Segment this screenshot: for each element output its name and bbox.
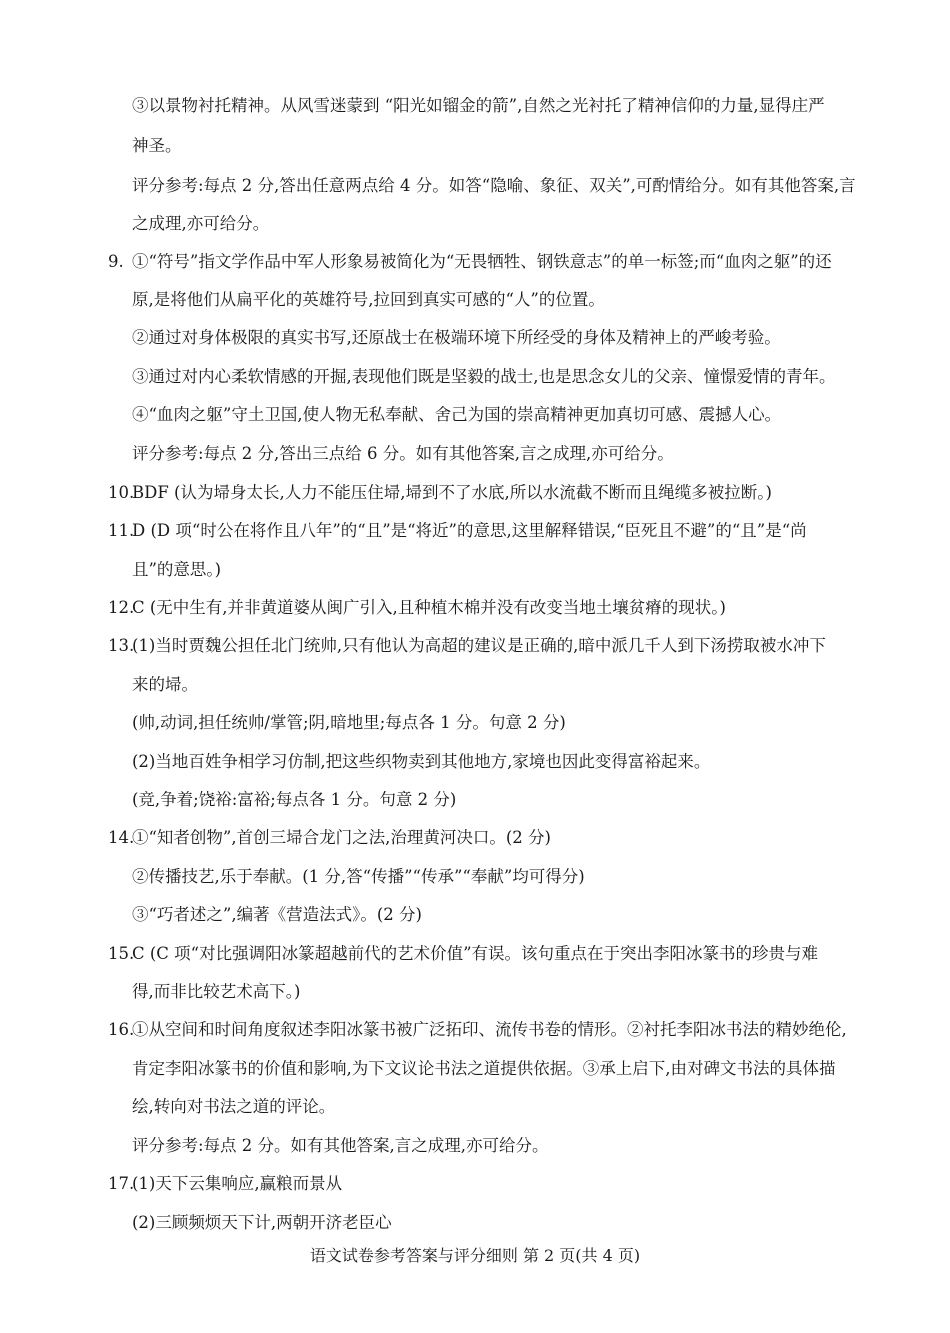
scoring-note: 评分参考:每点 2 分,答出三点给 6 分。如有其他答案,言之成理,亦可给分。 bbox=[132, 444, 674, 463]
answer-line: ②传播技艺,乐于奉献。(1 分,答“传播”“传承”“奉献”均可得分) bbox=[132, 867, 585, 886]
answer-line: (2)当地百姓争相学习仿制,把这些织物卖到其他地方,家境也因此变得富裕起来。 bbox=[132, 752, 711, 771]
answer-line: (1)天下云集响应,赢粮而景从 bbox=[132, 1174, 343, 1193]
question-number: 11. bbox=[108, 521, 135, 540]
question-number: 13. bbox=[108, 636, 135, 655]
question-number: 12. bbox=[108, 598, 135, 617]
question-number: 15. bbox=[108, 944, 135, 963]
answer-line: 绘,转向对书法之道的评论。 bbox=[132, 1097, 336, 1116]
answer-line: ③以景物衬托精神。从风雪迷蒙到 “阳光如镏金的箭”,自然之光衬托了精神信仰的力量,显得庄严 bbox=[132, 96, 825, 115]
question-number: 16. bbox=[108, 1020, 135, 1039]
answer-line: (帅,动词,担任统帅/掌管;阴,暗地里;每点各 1 分。句意 2 分) bbox=[132, 713, 566, 732]
answer-line: 来的埽。 bbox=[132, 675, 198, 694]
answer-line: C (C 项“对比强调阳冰篆超越前代的艺术价值”有误。该句重点在于突出李阳冰篆书的珍贵与难 bbox=[132, 944, 819, 963]
question-number: 14. bbox=[108, 828, 135, 847]
question-number: 10. bbox=[108, 483, 135, 502]
answer-line: (2)三顾频烦天下计,两朝开济老臣心 bbox=[132, 1213, 392, 1232]
answer-line: ③通过对内心柔软情感的开掘,表现他们既是坚毅的战士,也是思念女儿的父亲、憧憬爱情的青年。 bbox=[132, 367, 836, 386]
answer-line: 且”的意思。) bbox=[132, 560, 222, 579]
answer-line: 得,而非比较艺术高下。) bbox=[132, 982, 301, 1001]
answer-line: 原,是将他们从扁平化的英雄符号,拉回到真实可感的“人”的位置。 bbox=[132, 290, 605, 309]
page-footer: 语文试卷参考答案与评分细则 第 2 页(共 4 页) bbox=[309, 1246, 641, 1265]
scoring-note: 之成理,亦可给分。 bbox=[132, 214, 270, 233]
answer-line: BDF (认为埽身太长,人力不能压住埽,埽到不了水底,所以水流截不断而且绳缆多被拉断。) bbox=[132, 483, 772, 502]
answer-line: C (无中生有,并非黄道婆从闽广引入,且种植木棉并没有改变当地土壤贫瘠的现状。) bbox=[132, 598, 726, 617]
scoring-note: 评分参考:每点 2 分,答出任意两点给 4 分。如答“隐喻、象征、双关”,可酌情给分。如有其他答案,言 bbox=[132, 176, 856, 195]
question-number: 9. bbox=[108, 252, 124, 271]
answer-line: ④“血肉之躯”守土卫国,使人物无私奉献、舍己为国的崇高精神更加真切可感、震撼人心。 bbox=[132, 405, 782, 424]
question-number: 17. bbox=[108, 1174, 135, 1193]
answer-line: (1)当时贾魏公担任北门统帅,只有他认为高超的建议是正确的,暗中派几千人到下汤捞取被水冲下 bbox=[132, 636, 826, 655]
answer-line: ①“符号”指文学作品中军人形象易被简化为“无畏牺牲、钢铁意志”的单一标签;而“血肉之躯”的还 bbox=[132, 252, 832, 271]
scoring-note: 评分参考:每点 2 分。如有其他答案,言之成理,亦可给分。 bbox=[132, 1136, 549, 1155]
answer-line: (竞,争着;饶裕:富裕;每点各 1 分。句意 2 分) bbox=[132, 790, 457, 809]
answer-line: ①从空间和时间角度叙述李阳冰篆书被广泛拓印、流传书卷的情形。②衬托李阳冰书法的精妙绝伦, bbox=[132, 1020, 847, 1039]
answer-line: ①“知者创物”,首创三埽合龙门之法,治理黄河决口。(2 分) bbox=[132, 828, 551, 847]
answer-line: 神圣。 bbox=[132, 136, 182, 155]
answer-line: ②通过对身体极限的真实书写,还原战士在极端环境下所经受的身体及精神上的严峻考验。 bbox=[132, 328, 781, 347]
answer-line: D (D 项“时公在将作且八年”的“且”是“将近”的意思,这里解释错误,“臣死且不避”的“且”是“尚 bbox=[132, 521, 807, 540]
answer-line: 肯定李阳冰篆书的价值和影响,为下文议论书法之道提供依据。③承上启下,由对碑文书法的具体描 bbox=[132, 1059, 836, 1078]
answer-line: ③“巧者述之”,编著《营造法式》。(2 分) bbox=[132, 905, 422, 924]
